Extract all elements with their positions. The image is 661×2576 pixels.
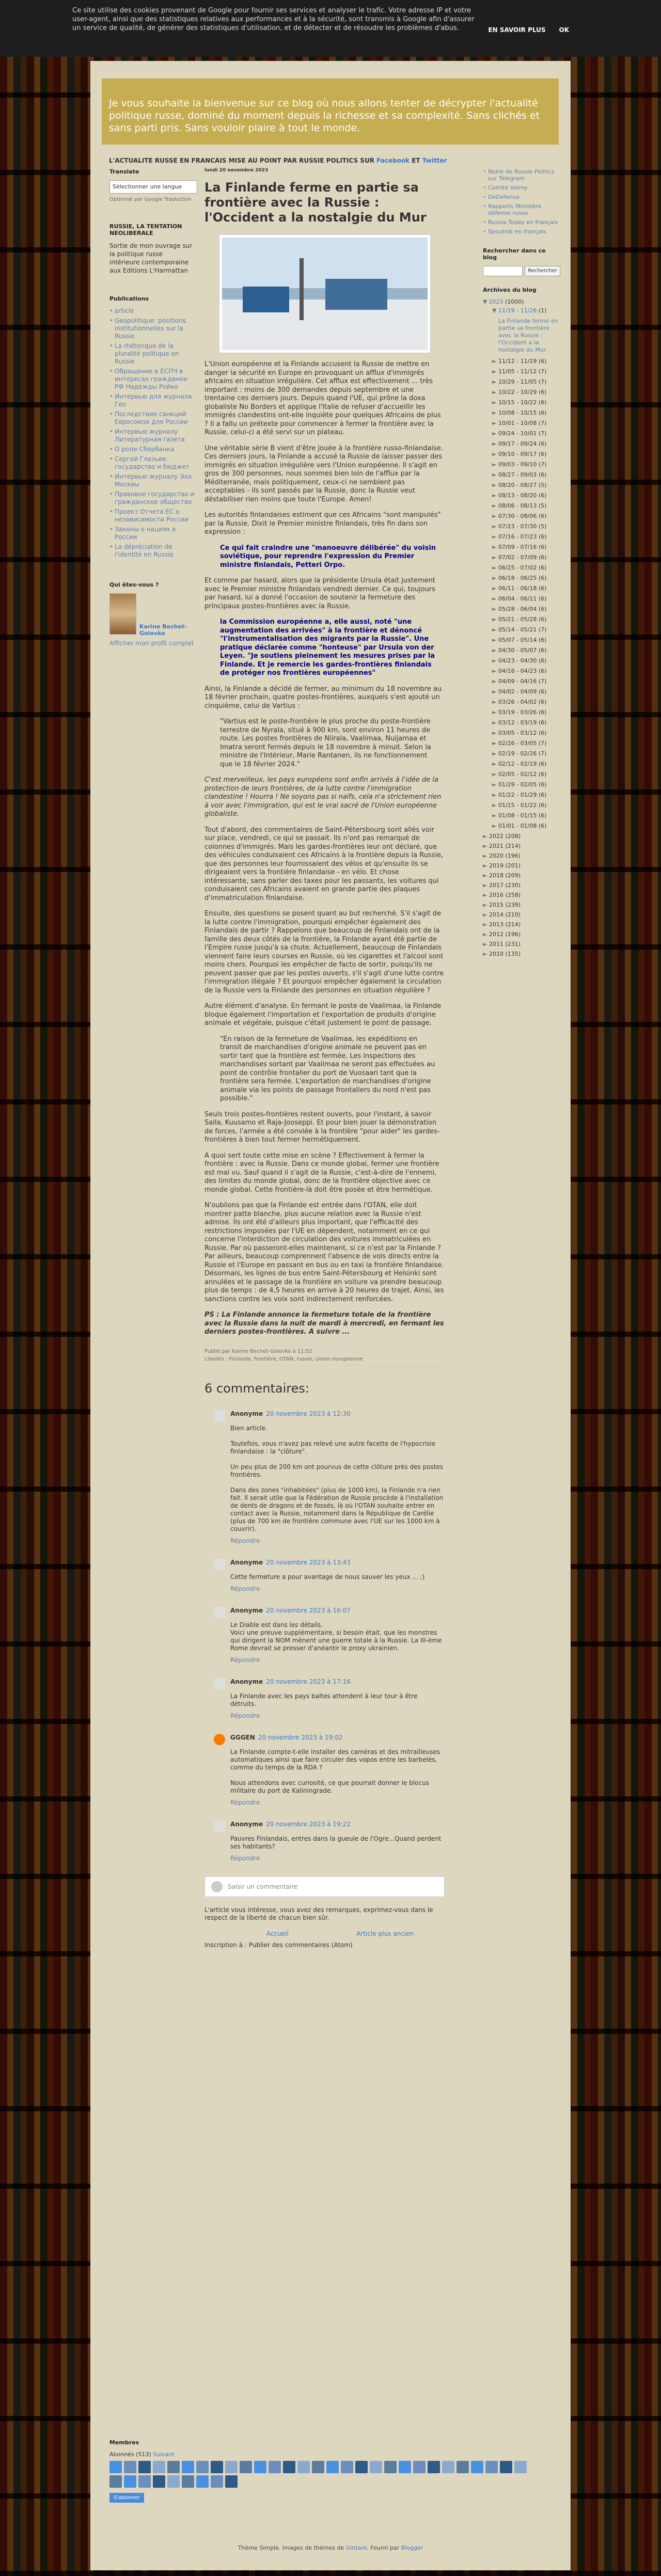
expand-icon[interactable]: ►	[483, 951, 489, 957]
follower-avatar[interactable]	[384, 2461, 397, 2473]
anonymous-avatar	[214, 1821, 225, 1832]
expand-icon[interactable]: ►	[492, 709, 498, 716]
archive-week[interactable]: ► 03/05 - 03/12 (6)	[492, 730, 547, 736]
comment-text: La Finlande compte-t-elle installer des caméras et des mitrailleuses automatiques ainsi que faire circuler des vopos entre les barbelés, comme du temps de la RDA ? Nous attendons avec curiosité, ce que pourrait donner le blocus militaire du port de Kaliningrade.	[230, 1748, 440, 1794]
comment-author: Anonyme	[230, 1558, 263, 1566]
archive-week[interactable]: ► 05/14 - 05/21 (7)	[492, 626, 547, 633]
follower-avatar[interactable]	[225, 2475, 238, 2488]
publication-link[interactable]: • Geopolitique: positions institutionnelles sur la Russie	[109, 317, 195, 340]
follower-avatar[interactable]	[514, 2461, 527, 2473]
expand-icon[interactable]: ►	[492, 802, 498, 809]
archive-week[interactable]: ► 10/01 - 10/08 (7)	[492, 420, 547, 426]
follower-avatar[interactable]	[153, 2461, 165, 2473]
archive-week[interactable]: ► 05/07 - 05/14 (6)	[492, 637, 547, 643]
archive-week[interactable]: ► 07/02 - 07/09 (6)	[492, 554, 547, 561]
archive-year[interactable]: ► 2011 (231)	[483, 941, 521, 947]
archive-year[interactable]: ► 2020 (196)	[483, 852, 521, 859]
archive-year[interactable]: ► 2017 (230)	[483, 882, 521, 889]
sidebar-link[interactable]: • Comité Valmy	[483, 184, 560, 191]
expand-icon[interactable]: ►	[492, 451, 498, 457]
comment	[204, 1678, 445, 1719]
archive-week[interactable]: ► 01/22 - 01/29 (6)	[492, 792, 547, 798]
anonymous-avatar	[214, 1410, 225, 1421]
sidebar-link[interactable]: • Russia Today en français	[483, 219, 560, 226]
follower-avatar[interactable]	[124, 2475, 136, 2488]
archive-week[interactable]: ► 02/12 - 02/19 (6)	[492, 761, 547, 767]
expand-icon[interactable]: ►	[492, 688, 498, 695]
follower-avatar[interactable]	[283, 2461, 295, 2473]
quote: la Commission européenne a, elle aussi, noté "une augmentation des arrivées" à la frontière et dénoncé "l'instrumentalisation des migrants par la Russie". Une pratique déclarée comme "honteuse" par Ursula von der Leyen. "Je soutiens pleinement les mesures prises par la Finlande. Et je remercie les gardes-frontières finlandais de protéger nos frontières européennes"	[220, 618, 435, 677]
archive-week[interactable]: ► 10/08 - 10/15 (6)	[492, 409, 547, 416]
expand-icon[interactable]: ►	[483, 911, 489, 918]
publications-list	[109, 307, 195, 559]
ok-button[interactable]: OK	[559, 26, 569, 34]
expand-icon[interactable]: ►	[492, 750, 498, 757]
paragraph: N'oublions pas que la Finlande est entrée dans l'OTAN, elle doit montrer patte blanche, plus aucune relation avec la Russie n'est admise. Ils ont été d'ailleurs plus important, que l'efficacité des restrictions imposées par l'UE en dépendent, notamment en ce qui concerne l'interdiction de circulation des voitures immatriculées en Russie. Par où passeront-elles maintenant, si ce n'est par la Finlande ? Par ailleurs, beaucoup comprennent l'absence de vols directs entre la Russie et l'Europe en passant en bus ou en taxi la frontière finlandaise. Désormais, les lignes de bus entre Saint-Pétersbourg et Helsinki sont annulées et le passage de la frontière en voiture va prendre beaucoup plus de temps : de 4,5 heures en arrive à 20 heures de trajet. Ainsi, les sanctions contre les voix sont indirectement renforcées.	[204, 1202, 444, 1303]
archive-year[interactable]: 2023	[489, 298, 503, 305]
archive-week[interactable]: ► 07/23 - 07/30 (5)	[492, 523, 547, 530]
sidebar-link[interactable]: • Rapports Ministère défense russe	[483, 203, 560, 216]
follower-avatar[interactable]	[196, 2475, 209, 2488]
comment	[204, 1559, 445, 1592]
sidebar-link[interactable]: • Spoutnik en français	[483, 228, 560, 235]
expand-icon[interactable]: ►	[492, 761, 498, 767]
expand-icon[interactable]: ►	[492, 378, 498, 385]
anonymous-avatar	[214, 1559, 225, 1570]
archive-week[interactable]: ► 05/21 - 05/28 (6)	[492, 616, 547, 623]
follower-avatar[interactable]	[182, 2461, 194, 2473]
publication-link[interactable]: • Интервью журналу Литературная газета	[109, 428, 195, 444]
publication-link[interactable]: • La rhétorique de la pluralité politique en Russie	[109, 342, 195, 366]
comment-date[interactable]: 20 novembre 2023 à 17:16	[266, 1678, 351, 1685]
follower-avatar[interactable]	[355, 2461, 368, 2473]
cookie-banner	[0, 0, 661, 57]
comment-text: Bien article. Toutefois, vous n'avez pas relevé une autre facette de l'hypocrisie finlandaise : la "clôture". Un peu plus de 200 km ont pourvus de cette clôture près des postes frontières. Dans des zones "inhabitées" (plus de 1000 km), la Finlande n'a rien fait. Il serait utile que la Fédération de Russie procède à l'installation de dents de dragons et de fossés, là où l'OTAN souhaite entrer en contact avec la Russie, notamment dans la République de Carélie (plus de 700 km de frontière commune avec l'UE sur les 1000 km à couvrir).	[230, 1424, 444, 1532]
archive-year[interactable]: ► 2021 (214)	[483, 843, 521, 849]
expand-icon[interactable]: ►	[492, 461, 498, 468]
archive-week[interactable]: ► 07/30 - 08/06 (6)	[492, 513, 547, 519]
archive-year[interactable]: ► 2019 (201)	[483, 862, 521, 869]
archive-week[interactable]: ► 09/03 - 09/10 (7)	[492, 461, 547, 468]
expand-icon[interactable]: ►	[492, 771, 498, 778]
paragraph: Les autorités finlandaises estiment que ces Africains "sont manipulés" par la Russie. Dixit le Premier ministre finlandais, très fin dans son expression :	[204, 511, 441, 536]
expand-icon[interactable]: ►	[492, 482, 498, 488]
post-navigation	[204, 1925, 445, 1941]
followers-count: Abonnés (513)	[109, 2451, 151, 2458]
follower-avatar[interactable]	[254, 2461, 266, 2473]
expand-icon[interactable]: ►	[483, 843, 489, 849]
follow-button[interactable]: S'abonner	[109, 2493, 144, 2503]
comment-input[interactable]: Saisir un commentaire	[204, 1876, 445, 1897]
paragraph: L'Union européenne et la Finlande accusent la Russie de mettre en danger la sécurité en Europe en provoquant un afflux d'immigrés africains en situation irrégulière. Cet afflux est effectivement ... très important : moins de 300 demandes depuis septembre et une trentaine ces derniers jours. Depuis quand l'UE, qui prône la doxa globaliste No Borders et applique l'Italie de refuser d'accueillir les immigrés clandestins ont-elle inquiète pour quelques Africains de plus ? Il a fallu un prétexte pour commencer à fermer la frontière avec la Russie, celui-ci a été servi sur un plateau.	[204, 360, 441, 436]
expand-icon[interactable]: ►	[483, 833, 489, 840]
follower-avatar[interactable]	[167, 2461, 180, 2473]
footer: Thème Simple. Images de thèmes de Gintare. Fourni par Blogger	[238, 2545, 423, 2551]
comment-date[interactable]: 20 novembre 2023 à 12:30	[266, 1410, 351, 1417]
follower-avatar[interactable]	[341, 2461, 353, 2473]
expand-icon[interactable]: ►	[492, 471, 498, 478]
follower-avatar[interactable]	[413, 2461, 426, 2473]
reply-link[interactable]: Répondre	[230, 1656, 260, 1664]
follower-avatar[interactable]	[399, 2461, 411, 2473]
older-post-link[interactable]: Article plus ancien	[356, 1930, 414, 1937]
publication-link[interactable]: • Законы о нациях в России	[109, 526, 195, 541]
avatar[interactable]	[109, 593, 136, 635]
main-content	[204, 168, 445, 1949]
reply-link[interactable]: Répondre	[230, 1798, 260, 1806]
reply-link[interactable]: Répondre	[230, 1537, 260, 1544]
expand-icon[interactable]: ►	[492, 719, 498, 726]
follower-avatar[interactable]	[240, 2461, 252, 2473]
comment-date[interactable]: 20 novembre 2023 à 16:07	[266, 1606, 351, 1614]
publication-link[interactable]: • La dépréciation de l'identité en Russie	[109, 543, 195, 559]
comment	[204, 1410, 445, 1544]
follower-avatar[interactable]	[167, 2475, 180, 2488]
expand-icon[interactable]: ►	[492, 606, 498, 612]
publication-link[interactable]: • Проект Отчета ЕС о независимости России	[109, 508, 195, 524]
follower-avatar[interactable]	[138, 2475, 151, 2488]
archive-week[interactable]: 11/19 - 11/26	[498, 307, 537, 314]
expand-icon[interactable]: ►	[492, 492, 498, 499]
collapse-icon[interactable]: ▼	[492, 307, 497, 314]
archive-week[interactable]: ► 08/20 - 08/27 (5)	[492, 482, 547, 488]
archive-week[interactable]: ► 09/10 - 09/17 (6)	[492, 451, 547, 457]
archive-year[interactable]: ► 2022 (208)	[483, 833, 521, 840]
archive-week[interactable]: ► 10/22 - 10/29 (6)	[492, 389, 547, 396]
expand-icon[interactable]: ►	[492, 358, 498, 365]
archive-week[interactable]: ► 04/02 - 04/09 (6)	[492, 688, 547, 695]
archive-week[interactable]: ► 09/17 - 09/24 (6)	[492, 440, 547, 447]
expand-icon[interactable]: ►	[492, 409, 498, 416]
next-link[interactable]: Suivant	[153, 2451, 175, 2458]
follower-avatar[interactable]	[153, 2475, 165, 2488]
post-labels[interactable]: Libellés : Finlande, frontière, OTAN, russie, Union européenne	[204, 1356, 363, 1362]
paragraph: Autre élément d'analyse. En fermant le poste de Vaalimaa, la Finlande bloque également l'importation et l'exportation de produits d'origine animale et végétale, puisque c'était justement le point de passage.	[204, 1002, 442, 1027]
archive-year[interactable]: ► 2016 (258)	[483, 892, 521, 898]
expand-icon[interactable]: ►	[492, 440, 498, 447]
expand-icon[interactable]: ►	[492, 637, 498, 643]
expand-icon[interactable]: ►	[483, 941, 489, 947]
follower-avatar[interactable]	[457, 2461, 469, 2473]
sidebar-link[interactable]: • Notre de Russie Politics sur Telegram	[483, 168, 560, 182]
post-body	[204, 360, 445, 1337]
publication-link[interactable]: • Сергей Глазьев: государство и бюджет	[109, 455, 195, 471]
expand-icon[interactable]: ►	[483, 902, 489, 908]
blog-archive: ▼ 2023 (1000) ▼ 11/19 - 11/26 (1) La Finlande ferme en partie sa frontière avec la Russie : l'Occident a la nostalgie du Mur ► 11/12 - 11/19 (6) ► 11/05 - 11/12 (7) ► 10/29 - 11/05 (7) ► 10/22 - 10/29 (6) ► 10/15 - 10/22 (6) ► 10/08 - 10/15 (6) ► 10/01 - 10/08 (7) ► 09/24 - 10/01 (7) ► 09/17 - 09/24 (6) ► 09/10 - 09/17 (6) ► 09/03 - 09/10 (7) ► 08/27 - 09/03 (6) ► 08/20 - 08/27 (5) ► 08/13 - 08/20 (6) ► 08/06 - 08/13 (5) ► 07/30 - 08/06 (6) ► 07/23 - 07/30 (5) ► 07/16 - 07/23 (6) ► 07/09 - 07/16 (6) ► 07/02 - 07/09 (6) ► 06/25 - 07/02 (6) ► 06/18 - 06/25 (6) ► 06/11 - 06/18 (6) ► 06/04 - 06/11 (6) ► 05/28 - 06/04 (6) ► 05/21 - 05/28 (6) ► 05/14 - 05/21 (7) ► 05/07 - 05/14 (6) ► 04/30 - 05/07 (6) ► 04/23 - 04/30 (6) ► 04/16 - 04/23 (6) ► 04/09 - 04/16 (7) ► 04/02 - 04/09 (6) ► 03/26 - 04/02 (6) ► 03/19 - 03/26 (6) ► 03/12 - 03/19 (6) ► 03/05 - 03/12 (6) ► 02/26 - 03/05 (7) ► 02/19 - 02/26 (7) ► 02/12 - 02/19 (6) ► 02/05 - 02/12 (6) ► 01/29 - 02/05 (6) ► 01/22 - 01/29 (6) ► 01/15 - 01/22 (6) ► 01/08 - 01/15 (6) ► 01/01 - 01/08 (6) ► 2022 (208) ► 2021 (214) ► 2020 (196) ► 2019 (201) ► 2018 (209) ► 2017 (230) ► 2016 (258) ► 2015 (239) ► 2014 (210) ► 2013 (214) ► 2012 (196) ► 2011 (231) ► 2010 (135)	[483, 298, 560, 958]
publication-link[interactable]: • Интервью для журнала Гео	[109, 393, 195, 408]
follower-avatar[interactable]	[326, 2461, 339, 2473]
archive-week[interactable]: ► 06/04 - 06/11 (6)	[492, 595, 547, 602]
follower-avatar[interactable]	[269, 2461, 281, 2473]
archive-week[interactable]: ► 04/16 - 04/23 (6)	[492, 668, 547, 674]
page-container	[90, 61, 571, 2570]
members-widget	[109, 2439, 554, 2503]
archive-year[interactable]: ► 2010 (135)	[483, 951, 521, 957]
expand-icon[interactable]: ►	[492, 823, 498, 829]
expand-icon[interactable]: ►	[492, 657, 498, 664]
expand-icon[interactable]: ►	[492, 792, 498, 798]
expand-icon[interactable]: ►	[483, 921, 489, 928]
comment-text: La Finlande avec les pays baltes attendent à leur tour à être détruits.	[230, 1692, 418, 1708]
anonymous-avatar	[214, 1607, 225, 1618]
search-title: Rechercher dans ce blog	[483, 247, 546, 261]
expand-icon[interactable]: ►	[492, 781, 498, 788]
profile-name[interactable]: Karine Bechet-Golovko	[139, 623, 187, 637]
quote: "En raison de la fermeture de Vaalimaa, les expéditions en transit de marchandises d'origine animale ne peuvent pas en sortir tant que la frontière est fermée. Les inspections des marchandises sortant par Vaalimaa ne seront pas effectuées au point de contrôle frontalier du port de Vuosaari tant que la frontière sera fermée. L'exportation de marchandises d'origine animale via les points de passage frontaliers du nord n'est pas possible."	[220, 1035, 435, 1102]
expand-icon[interactable]: ►	[483, 862, 489, 869]
expand-icon[interactable]: ►	[492, 368, 498, 375]
learn-more-button[interactable]: EN SAVOIR PLUS	[488, 26, 546, 34]
expand-icon[interactable]: ►	[492, 626, 498, 633]
home-link[interactable]: Accueil	[266, 1930, 289, 1937]
follower-avatar[interactable]	[109, 2461, 122, 2473]
subscribe-link[interactable]: Inscription à : Publier des commentaires (Atom)	[204, 1941, 353, 1949]
archive-week[interactable]: ► 04/23 - 04/30 (6)	[492, 657, 547, 664]
facebook-link[interactable]: Facebook	[376, 157, 410, 164]
expand-icon[interactable]: ►	[492, 616, 498, 623]
expand-icon[interactable]: ►	[492, 513, 498, 519]
expand-icon[interactable]: ►	[492, 544, 498, 550]
user-icon	[211, 1881, 223, 1892]
post-title[interactable]: La Finlande ferme en partie sa frontière avec la Russie : l'Occident a la nostalgie du Mur	[204, 180, 427, 225]
collapse-icon[interactable]: ▼	[483, 298, 487, 305]
follower-avatar[interactable]	[297, 2461, 310, 2473]
expand-icon[interactable]: ►	[492, 502, 498, 509]
publication-link[interactable]: • Обращение в ЕСПЧ в интересах гражданки РФ Надежды Ройко	[109, 368, 195, 391]
expand-icon[interactable]: ►	[492, 668, 498, 674]
expand-icon[interactable]: ►	[492, 554, 498, 561]
book-title: RUSSIE, LA TENTATION NEOLIBERALE	[109, 223, 182, 236]
comment-author: Anonyme	[230, 1820, 263, 1828]
comment-date[interactable]: 20 novembre 2023 à 19:22	[266, 1820, 351, 1828]
follower-avatar[interactable]	[312, 2461, 324, 2473]
expand-icon[interactable]: ►	[483, 882, 489, 889]
follower-avatar[interactable]	[485, 2461, 498, 2473]
expand-icon[interactable]: ►	[492, 585, 498, 592]
right-sidebar	[483, 168, 560, 960]
reply-link[interactable]: Répondre	[230, 1585, 260, 1592]
postscript: PS : La Finlande annonce la fermeture totale de la frontière avec la Russie dans la nuit de mardi à mercredi, en fermant les derniers postes-frontières. A suivre ...	[204, 1311, 444, 1336]
archive-week[interactable]: ► 05/28 - 06/04 (6)	[492, 606, 547, 612]
publication-link[interactable]: • Правовое государство и гражданское общество	[109, 491, 195, 506]
expand-icon[interactable]: ►	[492, 812, 498, 819]
comment-author: GGGEN	[230, 1733, 255, 1741]
paragraph: Seuls trois postes-frontières restent ouverts, pour l'instant, à savoir Salla, Kuusamo et Raja-Jooseppi. Et pour bien jouer la démonstration de forces, l'armée a été conviée à la frontière "pour aider" les gardes-frontières à bien tout fermer hermétiquement.	[204, 1110, 440, 1144]
expand-icon[interactable]: ►	[492, 575, 498, 581]
archive-year[interactable]: ► 2018 (209)	[483, 872, 521, 879]
book-text: Sortie de mon ouvrage sur la politique russe intérieure contemporaine aux Editions L'Harmattan	[109, 242, 193, 274]
expand-icon[interactable]: ►	[492, 730, 498, 736]
posted-by: Publié par Karine Bechet-Golovko à 11:52	[204, 1348, 312, 1354]
expand-icon[interactable]: ►	[492, 595, 498, 602]
archive-week[interactable]: ► 04/30 - 05/07 (6)	[492, 647, 547, 654]
archive-week[interactable]: ► 03/12 - 03/19 (6)	[492, 719, 547, 726]
publication-link[interactable]: • Последствия санкций Евросоюза для России	[109, 410, 195, 426]
expand-icon[interactable]: ►	[492, 678, 498, 685]
archive-year[interactable]: ► 2015 (239)	[483, 902, 521, 908]
archive-week[interactable]: ► 06/18 - 06/25 (6)	[492, 575, 547, 581]
expand-icon[interactable]: ►	[492, 533, 498, 540]
expand-icon[interactable]: ►	[492, 430, 498, 437]
quote: Ce qui fait craindre une "manoeuvre délibérée" du voisin soviétique, pour reprendre l'expression du Premier ministre finlandais, Petteri Orpo.	[220, 544, 436, 569]
post-footer	[204, 1345, 445, 1366]
follower-avatar[interactable]	[124, 2461, 136, 2473]
archive-week[interactable]: ► 02/19 - 02/26 (7)	[492, 750, 547, 757]
archive-week[interactable]: ► 01/29 - 02/05 (6)	[492, 781, 547, 788]
tagline: L'ACTUALITE RUSSE EN FRANCAIS MISE AU POINT PAR RUSSIE POLITICS SUR Facebook ET Twitter	[109, 157, 447, 164]
archive-week[interactable]: ► 07/16 - 07/23 (6)	[492, 533, 547, 540]
paragraph: Et comme par hasard, alors que la présidente Ursula était justement avec le Premier ministre finlandais vendredi dernier. Ce qui, toujours par hasard, lui a donné l'occasion de soutenir la fermeture des principaux postes-frontières avec la Russie.	[204, 577, 436, 610]
archive-year[interactable]: ► 2012 (196)	[483, 931, 521, 938]
paragraph: Ensuite, des questions se posent quant au but recherché. S'il s'agit de la lutte contre l'immigration, pourquoi empêcher également des Finlandais de partir ? Rappelons que beaucoup de Finlandais ont de la famille des deux côtés de la frontière, la Finlande ayant été partie de l'Empire russe jusqu'à sa chute. Actuellement, beaucoup de Finlandais viennent faire leurs courses en Russie, où les cigarettes et l'alcool sont moins chers. Pourquoi les empêcher de facto de sortir, puisqu'ils ne peuvent passer que par les postes ouverts, s'il s'agit d'une lutte contre l'immigration illégale ? Et pourquoi empêcher également la circulation de la Russie vers la Finlande des personnes en situation régulière ?	[204, 910, 444, 994]
archive-week[interactable]: ► 02/26 - 03/05 (7)	[492, 740, 547, 747]
paragraph: C'est merveilleux, les pays européens sont enfin arrivés à l'idée de la protection de leurs frontières, de la lutte contre l'immigration clandestine ! Hourra ! Ne soyons pas si naïfs, cela n'a strictement rien à voir avec l'immigration, qui est le vrai sacré de l'Union européenne globaliste.	[204, 776, 442, 818]
header-title: Je vous souhaite la bienvenue sur ce blog où nous allons tenter de décrypter l'actualité politique russe, dominé du moment depuis la richesse et sa complexité. Sans clichés et sans parti pris. Sans vouloir plaire à tout le monde.	[109, 98, 540, 134]
archive-week[interactable]: ► 02/05 - 02/12 (6)	[492, 771, 547, 778]
links-list	[483, 168, 560, 235]
archive-week[interactable]: ► 06/11 - 06/18 (6)	[492, 585, 547, 592]
language-select[interactable]: Sélectionner une langue	[109, 180, 197, 194]
expand-icon[interactable]: ►	[492, 389, 498, 396]
post-image[interactable]	[219, 234, 431, 353]
archive-year[interactable]: ► 2013 (214)	[483, 921, 521, 928]
expand-icon[interactable]: ►	[492, 523, 498, 530]
google-translate-credit[interactable]: Optimisé par Google Traduction	[109, 197, 192, 202]
follower-avatar[interactable]	[225, 2461, 238, 2473]
expand-icon[interactable]: ►	[492, 647, 498, 654]
comments-list	[204, 1410, 445, 1862]
expand-icon[interactable]: ►	[483, 931, 489, 938]
search-input[interactable]	[483, 266, 523, 276]
archive-week[interactable]: ► 01/08 - 01/15 (6)	[492, 812, 547, 819]
comment-text: Cette fermeture a pour avantage de nous sauver les yeux ... ;)	[230, 1573, 425, 1581]
archive-week[interactable]: ► 08/13 - 08/20 (6)	[492, 492, 547, 499]
comment-author: Anonyme	[230, 1606, 263, 1614]
blogger-link[interactable]: Blogger	[401, 2545, 423, 2551]
follower-avatar[interactable]	[138, 2461, 151, 2473]
archive-week[interactable]: ► 01/01 - 01/08 (6)	[492, 823, 547, 829]
comment	[204, 1607, 445, 1664]
quote: "Vartius est le poste-frontière le plus proche du poste-frontière terrestre de Nyrala, situé à 900 km, sont environ 11 heures de route. Les postes frontières de Niirala, Vaalimaa, Nuijamaa et Imatra seront fermés depuis le 18 novembre à minuit. Selon la ministre de l'Intérieur, Marie Rantanen, ils ne fonctionnement que le 18 février 2024."	[220, 718, 431, 768]
paragraph: A quoi sert toute cette mise en scène ? Effectivement à fermer la frontière : avec la Russie. Dans ce monde global, fermer une frontière est mal vu. Sauf quand il s'agit de la Russie, c'est-à-dire de l'ennemi, des limites du monde global, donc de la frontière objective avec ce monde global. Cette frontière-là doit être posée et être hermétique.	[204, 1151, 439, 1194]
paragraph: Tout d'abord, des commentaires de Saint-Pétersbourg sont allés voir sur place, vendredi, ce qui se passait. Ils n'ont pas remarqué de colonnes d'immigrés. Mais les gardes-frontières leur ont déclaré, que des véhicules conduisaient ces Africains à la frontière depuis la Russie, que des personnes leur fournissaient des vélos et qu'ensuite ils se dirigeaient vers la frontière finlandaise - en vélo. Et chose intéressante, sans parler des taxes pour les passants, les voitures qui conduisaient ces Africains avaient en grande partie des plaques d'immatriculation finlandaise.	[204, 826, 444, 902]
archive-week[interactable]: ► 07/09 - 07/16 (6)	[492, 544, 547, 550]
archive-week[interactable]: ► 10/15 - 10/22 (6)	[492, 399, 547, 406]
follower-avatar[interactable]	[370, 2461, 382, 2473]
expand-icon[interactable]: ►	[492, 420, 498, 426]
expand-icon[interactable]: ►	[492, 699, 498, 705]
follower-avatar[interactable]	[500, 2461, 512, 2473]
comment-note: L'article vous intéresse, vous avez des remarques, exprimez-vous dans le respect de la liberté de chacun bien sûr.	[204, 1906, 433, 1921]
anonymous-avatar	[214, 1678, 225, 1689]
archive-post[interactable]: La Finlande ferme en partie sa frontière avec la Russie : l'Occident a la nostalgie du Mur	[498, 318, 558, 353]
publication-link[interactable]: • article	[109, 307, 195, 315]
members-title: Membres	[109, 2439, 139, 2446]
comments-title: 6 commentaires:	[204, 1381, 309, 1396]
blog-header	[102, 78, 559, 145]
archive-week[interactable]: ► 09/24 - 10/01 (7)	[492, 430, 547, 437]
blogger-icon	[214, 1734, 225, 1745]
follower-avatar[interactable]	[211, 2461, 223, 2473]
search-button[interactable]: Rechercher	[525, 266, 560, 276]
paragraph: Ainsi, la Finlande a décidé de fermer, au minimum du 18 novembre au 18 février prochain, quatre postes-frontières, auxquels s'est ajouté un cinquième, celui de Vartius :	[204, 685, 442, 710]
post-date: lundi 20 novembre 2023	[204, 168, 269, 173]
follower-avatar[interactable]	[428, 2461, 440, 2473]
expand-icon[interactable]: ►	[483, 852, 489, 859]
left-sidebar	[109, 168, 195, 647]
archive-week[interactable]: ► 04/09 - 04/16 (7)	[492, 678, 547, 685]
paragraph: Une véritable série B vient d'être jouée à la frontière russo-finlandaise. Ces derniers jours, la Finlande a accusé la Russie de laisser passer des immigrés en situation irrégulière vers l'Union européenne. Il s'agit en gros de 300 personnes, nous sommes bien loin de l'afflux par la Méditerranée, mais politiquement, ceux-ci ne semblent pas acceptables - ils sont passés par la Russie, donc la Russie veut déstabiliser rien moins que toute l'Europe. Amen!	[204, 444, 443, 503]
publications-title: Publications	[109, 295, 149, 302]
archive-week[interactable]: ► 10/29 - 11/05 (7)	[492, 378, 547, 385]
archive-week[interactable]: ► 03/19 - 03/26 (6)	[492, 709, 547, 716]
comment-date[interactable]: 20 novembre 2023 à 13:43	[266, 1558, 351, 1566]
expand-icon[interactable]: ►	[492, 399, 498, 406]
archive-week[interactable]: ► 11/05 - 11/12 (7)	[492, 368, 547, 375]
archive-title: Archives du blog	[483, 287, 537, 293]
reply-link[interactable]: Répondre	[230, 1712, 260, 1719]
cookie-text: Ce site utilise des cookies provenant de Google pour fournir ses services et analyser le trafic. Votre adresse IP et votre user-agent, ainsi que des statistiques relatives aux performances et à la sécurité, sont transmis à Google afin d'assurer un service de qualité, de générer des statistiques d'utilisation, et de détecter et de résoudre les problèmes d'abus.	[72, 7, 475, 32]
comment-date[interactable]: 20 novembre 2023 à 19:02	[258, 1733, 343, 1741]
publication-link[interactable]: • Интервью журналу Эхо Москвы	[109, 473, 195, 488]
archive-week[interactable]: ► 08/27 - 09/03 (6)	[492, 471, 547, 478]
archive-week[interactable]: ► 01/15 - 01/22 (6)	[492, 802, 547, 809]
expand-icon[interactable]: ►	[483, 892, 489, 898]
expand-icon[interactable]: ►	[483, 872, 489, 879]
archive-week[interactable]: ► 03/26 - 04/02 (6)	[492, 699, 547, 705]
followers-grid	[109, 2461, 533, 2488]
sidebar-link[interactable]: • DeDefensa	[483, 194, 560, 200]
reply-link[interactable]: Répondre	[230, 1854, 260, 1862]
comment-text: Le Diable est dans les détails. Voici une preuve supplémentaire, si besoin était, que les monstres qui dirigent la NOM mènent une guerre totale à la Russie. La III-ème Rome devrait se presser d'anéantir le proxy ukrainien.	[230, 1621, 442, 1652]
follower-avatar[interactable]	[196, 2461, 209, 2473]
comment-author: Anonyme	[230, 1678, 263, 1685]
expand-icon[interactable]: ►	[492, 740, 498, 747]
profile-title: Qui êtes-vous ?	[109, 581, 159, 588]
profile-link[interactable]: Afficher mon profil complet	[109, 640, 194, 647]
expand-icon[interactable]: ►	[492, 564, 498, 571]
follower-avatar[interactable]	[442, 2461, 454, 2473]
archive-week[interactable]: ► 06/25 - 07/02 (6)	[492, 564, 547, 571]
archive-week[interactable]: ► 11/12 - 11/19 (6)	[492, 358, 547, 365]
translate-title: Translate	[109, 168, 139, 175]
follower-avatar[interactable]	[211, 2475, 223, 2488]
follower-avatar[interactable]	[109, 2475, 122, 2488]
publication-link[interactable]: • О роли Сбербанка	[109, 446, 195, 453]
comment	[204, 1821, 445, 1862]
comment-text: Pauvres Finlandais, entres dans la gueule de l'Ogre...Quand perdent ses habitants?	[230, 1835, 442, 1850]
image-credit-link[interactable]: Gintare	[345, 2545, 367, 2551]
archive-year[interactable]: ► 2014 (210)	[483, 911, 521, 918]
archive-week[interactable]: ► 08/06 - 08/13 (5)	[492, 502, 547, 509]
comment-author: Anonyme	[230, 1410, 263, 1417]
twitter-link[interactable]: Twitter	[422, 157, 447, 164]
comment	[204, 1734, 445, 1806]
follower-avatar[interactable]	[182, 2475, 194, 2488]
follower-avatar[interactable]	[471, 2461, 483, 2473]
